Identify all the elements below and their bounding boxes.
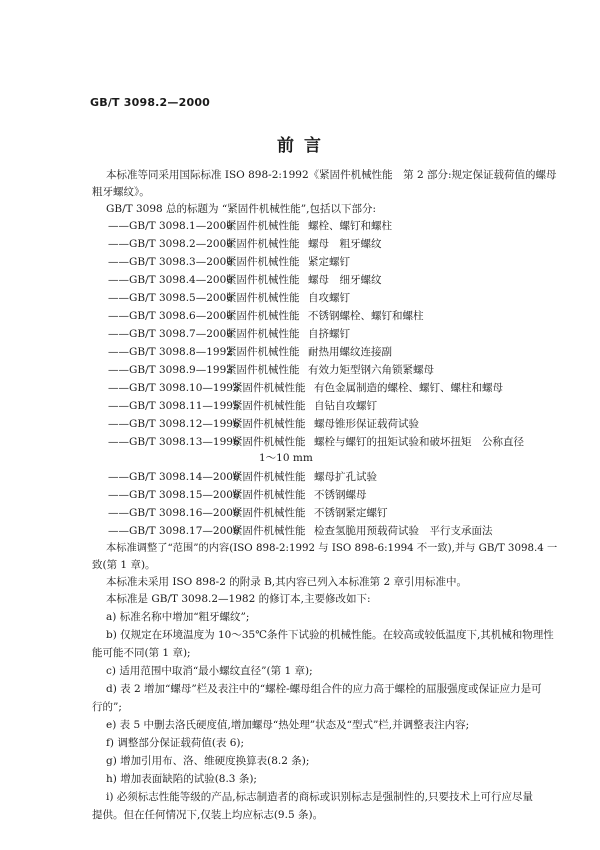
change-i-line-1: i) 必须标志性能等级的产品,标志制造者的商标或识别标志是强制性的,只要技术上可行应尽量 xyxy=(106,791,533,803)
list-item: ——GB/T 3098.1—2000紧固件机械性能 螺栓、螺钉和螺柱 xyxy=(108,220,392,232)
change-f: f) 调整部分保证载荷值(表 6); xyxy=(106,737,245,749)
change-i-line-2: 提供。但在任何情况下,仅装上均应标志(9.5 条)。 xyxy=(92,809,324,821)
list-item: ——GB/T 3098.8—1992紧固件机械性能 耐热用螺纹连接副 xyxy=(108,346,392,358)
list-item: ——GB/T 3098.4—2000紧固件机械性能 螺母 细牙螺纹 xyxy=(108,274,382,286)
scope-line-1: 本标准调整了“范围”的内容(ISO 898-2:1992 与 ISO 898-6:1994 不一致),并与 GB/T 3098.4 一 xyxy=(106,542,558,554)
list-item: ——GB/T 3098.2—2000紧固件机械性能 螺母 粗牙螺纹 xyxy=(108,238,382,250)
list-item: ——GB/T 3098.5—2000紧固件机械性能 自攻螺钉 xyxy=(108,292,350,304)
change-d-line-2: 行的”; xyxy=(92,701,122,713)
list-item: ——GB/T 3098.14—2000紧固件机械性能 螺母扩孔试验 xyxy=(108,471,377,483)
annex-note: 本标准未采用 ISO 898-2 的附录 B,其内容已列入本标准第 2 章引用标准中。 xyxy=(106,576,467,588)
list-item: ——GB/T 3098.7—2000紧固件机械性能 自挤螺钉 xyxy=(108,328,350,340)
scope-line-2: 致(第 1 章)。 xyxy=(92,559,156,571)
list-item: ——GB/T 3098.15—2000紧固件机械性能 不锈钢螺母 xyxy=(108,489,367,501)
list-item-continuation: 1～10 mm xyxy=(259,452,313,464)
change-c: c) 适用范围中取消“最小螺纹直径”(第 1 章); xyxy=(106,665,313,677)
revision-intro: 本标准是 GB/T 3098.2—1982 的修订本,主要修改如下: xyxy=(106,593,371,605)
list-item: ——GB/T 3098.17—2000紧固件机械性能 检查氢脆用预载荷试验 平行支承面法 xyxy=(108,525,493,537)
list-item: ——GB/T 3098.10—1993紧固件机械性能 有色金属制造的螺栓、螺钉、螺柱和螺母 xyxy=(108,382,503,394)
standard-number: GB/T 3098.2—2000 xyxy=(90,96,211,109)
list-item: ——GB/T 3098.13—1996紧固件机械性能 螺栓与螺钉的扭矩试验和破坏扭矩 公称直径 xyxy=(108,436,524,448)
list-item: ——GB/T 3098.9—1993紧固件机械性能 有效力矩型钢六角锁紧螺母 xyxy=(108,364,434,376)
list-item: ——GB/T 3098.11—1995紧固件机械性能 自钻自攻螺钉 xyxy=(108,400,377,412)
list-item: ——GB/T 3098.3—2000紧固件机械性能 紧定螺钉 xyxy=(108,256,350,268)
list-item: ——GB/T 3098.16—2000紧固件机械性能 不锈钢紧定螺钉 xyxy=(108,507,388,519)
change-a: a) 标准名称中增加“粗牙螺纹”; xyxy=(106,611,250,623)
change-e: e) 表 5 中删去洛氏硬度值,增加螺母“热处理”状态及“型式”栏,并调整表注内容; xyxy=(106,719,470,731)
change-d-line-1: d) 表 2 增加“螺母”栏及表注中的“螺栓-螺母组合件的应力高于螺栓的屈服强度或保证应力是可 xyxy=(106,683,542,695)
parts-intro: GB/T 3098 总的标题为 “紧固件机械性能”,包括以下部分: xyxy=(106,203,376,215)
list-item: ——GB/T 3098.12—1996紧固件机械性能 螺母锥形保证载荷试验 xyxy=(108,418,419,430)
page-title: 前 言 xyxy=(277,136,323,156)
list-item: ——GB/T 3098.6—2000紧固件机械性能 不锈钢螺栓、螺钉和螺柱 xyxy=(108,310,424,322)
intro-line-2: 粗牙螺纹》。 xyxy=(92,186,150,198)
intro-line-1: 本标准等同采用国际标准 ISO 898-2:1992《紧固件机械性能 第 2 部分:规定保证载荷值的螺母 xyxy=(106,169,557,181)
change-g: g) 增加引用布、洛、维硬度换算表(8.2 条); xyxy=(106,755,310,767)
change-h: h) 增加表面缺陷的试验(8.3 条); xyxy=(106,773,257,785)
change-b-line-2: 能可能不同(第 1 章); xyxy=(92,647,191,659)
change-b-line-1: b) 仅规定在环境温度为 10～35℃条件下试验的机械性能。在较高或较低温度下,其机械和物理性 xyxy=(106,629,554,641)
